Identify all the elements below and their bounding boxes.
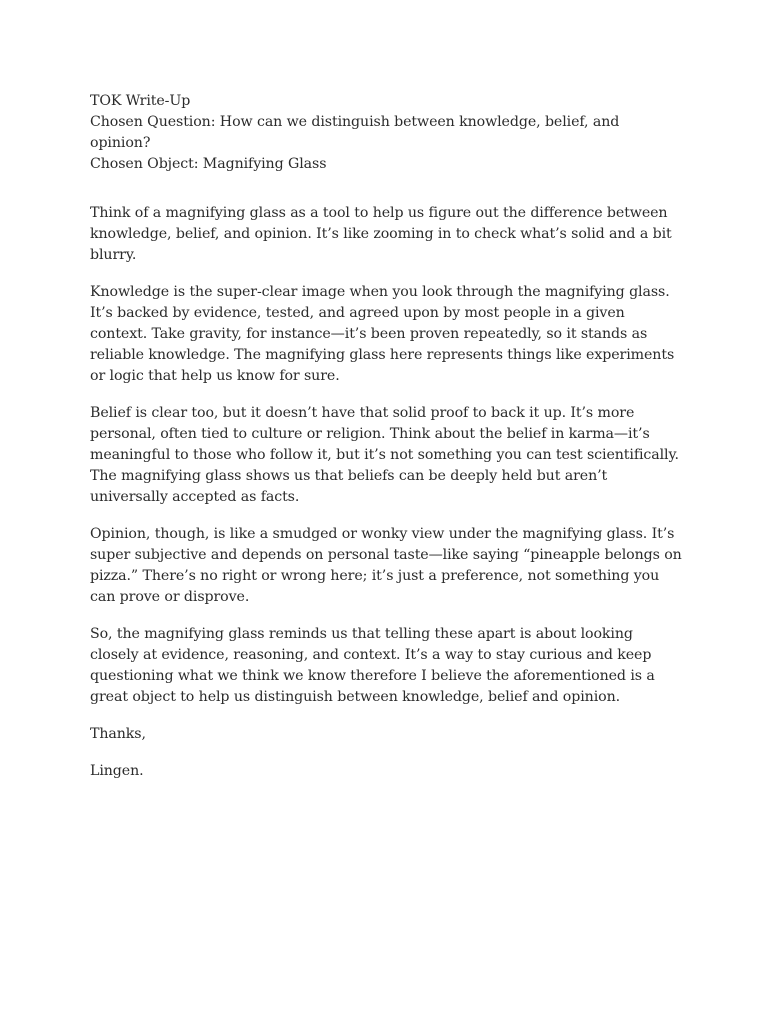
document-header: [90, 91, 682, 175]
paragraph-knowledge: Knowledge is the super-clear image when you look through the magnifying glass. It’s backed by evidence, tested, and agreed upon by most people in a given context. Take gravity, for instance—it’s been proven repeatedly, so it stands as reliable knowledge. The magnifying glass here represents things like experiments or logic that help us know for sure.: [90, 284, 675, 384]
document-title: TOK Write-Up: [90, 93, 191, 109]
document-content: [90, 91, 682, 798]
paragraph-conclusion: So, the magnifying glass reminds us that telling these apart is about looking closely at evidence, reasoning, and context. It’s a way to stay curious and keep questioning what we think we know therefore I believe the aforementioned is a great object to help us distinguish between knowledge, belief and opinion.: [90, 626, 655, 705]
paragraph-belief: Belief is clear too, but it doesn’t have that solid proof to back it up. It’s more personal, often tied to culture or religion. Think about the belief in karma—it’s meaningful to those who follow it, but it’s not something you can test scientifically. The magnifying glass shows us that beliefs can be deeply held but aren’t universally accepted as facts.: [90, 405, 679, 505]
chosen-object: Chosen Object: Magnifying Glass: [90, 156, 327, 172]
paragraph-opinion: Opinion, though, is like a smudged or wonky view under the magnifying glass. It’s super subjective and depends on personal taste—like saying “pineapple belongs on pizza.” There’s no right or wrong here; it’s just a preference, not something you can prove or disprove.: [90, 526, 682, 605]
closing-signature: Lingen.: [90, 763, 144, 779]
chosen-question: Chosen Question: How can we distinguish between knowledge, belief, and opinion?: [90, 114, 620, 151]
paragraph-intro: Think of a magnifying glass as a tool to help us figure out the difference between knowledge, belief, and opinion. It’s like zooming in to check what’s solid and a bit blurry.: [90, 205, 672, 263]
closing-thanks: Thanks,: [90, 726, 146, 742]
